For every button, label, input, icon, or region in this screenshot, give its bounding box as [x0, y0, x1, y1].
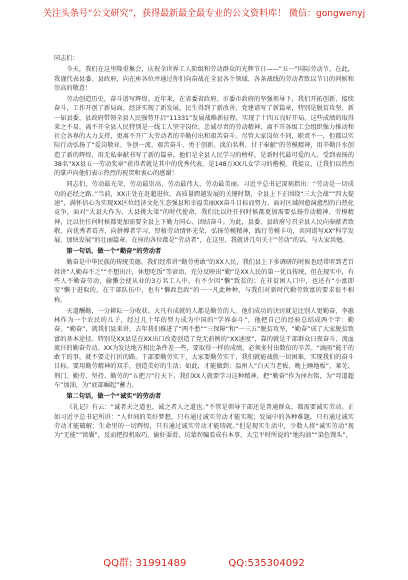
section-heading: 第二句话，做一个“诚实”的劳动者 — [66, 393, 162, 401]
document-body — [54, 54, 354, 442]
paragraph: 劳动创造历史，奋斗谱写辉煌。近年来，在省委省政府、市委市政府的坚强领导下，我们开拓创新、接续奋斗，工作开创了新局面，经济实现了新发展，民生得到了新改善，党建谱写了新篇章，特别是脱贫攻坚、新一届县委、县政府带领全县人民强势开启“11331”发展战略新征程，实现了十四五良好开局。这些成绩的取得来之不易，离不开全县人民特别是一线工人坚守岗位、忠诚尽责的劳动精神，离不开各级工会组织强力推动和社会各界的大力支持，更离不开广大劳动者的辛勤付出和艰苦奋斗。尽管大家岗位不同，职责不一，但都以实际行动弘扬了“爱岗敬业、争创一流、艰苦奋斗、勇于创新、淡泊名利、甘于奉献”的劳模精神，用辛勤汗水创造了新的辉煌，用无私奉献书写了新的篇章。他们是全县人民学习的榜样，是新时代最可爱的人。受到表扬的38名“XX县五一劳动奖章”获得者就是其中的优秀代表，是148万XX儿女学习的楷模。我提议，让我们以热烈的掌声向他们表示热烈的祝贺和衷心的感谢！ — [54, 95, 354, 178]
paragraph: 《礼记》有云：“诚者天之道也，诚之者人之道也。”不管是领导干部还是普通群众，都需要诚实劳动。正如习近平总书记所讲：“人世间的美好梦想，只有通过诚实劳动才能实现；发展中的各种难题，只有通过诚实劳动才能破解；生命里的一切辉煌，只有通过诚实劳动才能铸就。”但是现实生活中，少数人将“诚实劳动”视为“无能”“窝囊”，反而把投机取巧、偷奸耍滑、坑蒙拐骗看成有本事，大宝平时所说的“地沟油”“染色馒头”， — [54, 404, 354, 440]
qq-group-text: QQ群: 31991489 — [103, 558, 187, 569]
paragraph: 今天，我们在这里隆重集会，庆祝全世界工人阶级和劳动群众的光辉节日——“五一”国际劳动节。在此，我谨代表县委、县政府，向在座各位并通过你们向奋战在全县各个领域、各条战线的劳动者致以节日的问候和崇高的敬意！ — [54, 66, 354, 92]
salutation: 同志们： — [54, 55, 79, 62]
qq-text: QQ:535304092 — [228, 558, 305, 569]
paragraph: 勤奋是中华民族的传统美德。我们经常讲“勤劳勇敢”的XX人民，我们县上下多调研的时候也经常听到老百姓讲“人勤春不乏”“不想出汗，休想吃饭”等谚语，充分反映出“勤”是XX人民的第一优良传统，但在现实中，有些人不勤奋劳动，偷懒会使从业的3万名工人中，有不少因“懒”致贫的；在非贫困人口中，也还有“小富即安”懒于进取的，在干部队伍中，也有“懒政怠政”的一一凡此种种，与我们对新时代勤劳致富的要求很不相称。 — [54, 259, 354, 304]
paragraph: 同志们，劳动最光荣、劳动最崇高、劳动最伟大、劳动最美丽。习近平总书记深刻指出：“劳动是一切成功的必经之路。”当前，XX正处在赶超进位、高质量跨越发展的关键时期，全县上下正围绕“三大会战”“四大提速”，满怀信心为实现XX区位经济文化生态强县和幸福美丽XX奋斗目标而努力。面对区域间愈演愈烈的白热化竞争，面对“大县大作为、大县挑大梁”的时代使命，我们比以往任何时候都更加需要弘扬劳动精神、劳模精神，比以往任何时候都更加需要全县上下勤力同心、团结奋斗。为此，县委、县政府号召全县人民向奉献者致敬、向优秀者看齐，向拼搏者学习，厚植劳动情怀光荣，弘扬劳模精神，践行劳模卡功，共同谱写XX“科学发展、加快发展”的壮丽篇章。在座的各位都是“劳动者”，在这里，我就讲几句关于“劳动”的话，与大家共勉。 — [54, 181, 354, 245]
paragraph: 天道酬勤，一分耕耘一分收获。大凡有成就的人都是勤劳的人。他们成功的诀窍就是比别人更勤奋，李蕙林作为一个农民的儿子，经过几十年的努力成为中国的“学界泰斗”，他把自己的经验总结成两个字：勤奋。“勤奋”，就我们县来讲，去年我们推进了“两不愁”“三保障”和“一三五”脱贫攻坚，“勤奋”成了大家脱贫致富的基本途径。特别是XX县是在XX出口改造创造了党无前例的“XX速度”，靠的就是干部群众日夜奋斗、流血流汗的勤奋劳动。XX为发达地方相比条件差一些，要取得一样的成绩，必须多付出数倍的辛苦。“滴雨”能干的敢干的事，就不要走打折的路。干部要勤劳实干，大家要勤劳实干，我们就能战胜一切困难，实现我们的奋斗目标。要用勤劳精神的双手，创造美好的生活；如此，才能做到：温州人“白天当老板，晚上睡地板”、莱芜、荆门、勤劳、坚持、勤劳的“五把刀”打天下。我们XX人就要学习这种精神，把“勤奋”作为座右铭，为“弯道超车”加油，为“底部崛起”蓄力。 — [54, 307, 354, 390]
footer — [0, 557, 408, 571]
section-heading: 第一句话，做一个“勤奋”的劳动者 — [66, 248, 162, 256]
header-banner: 关注头条号“公文研究”，获得最新最全最专业的公文资料库！ 微信：gongwenyj — [42, 9, 366, 19]
